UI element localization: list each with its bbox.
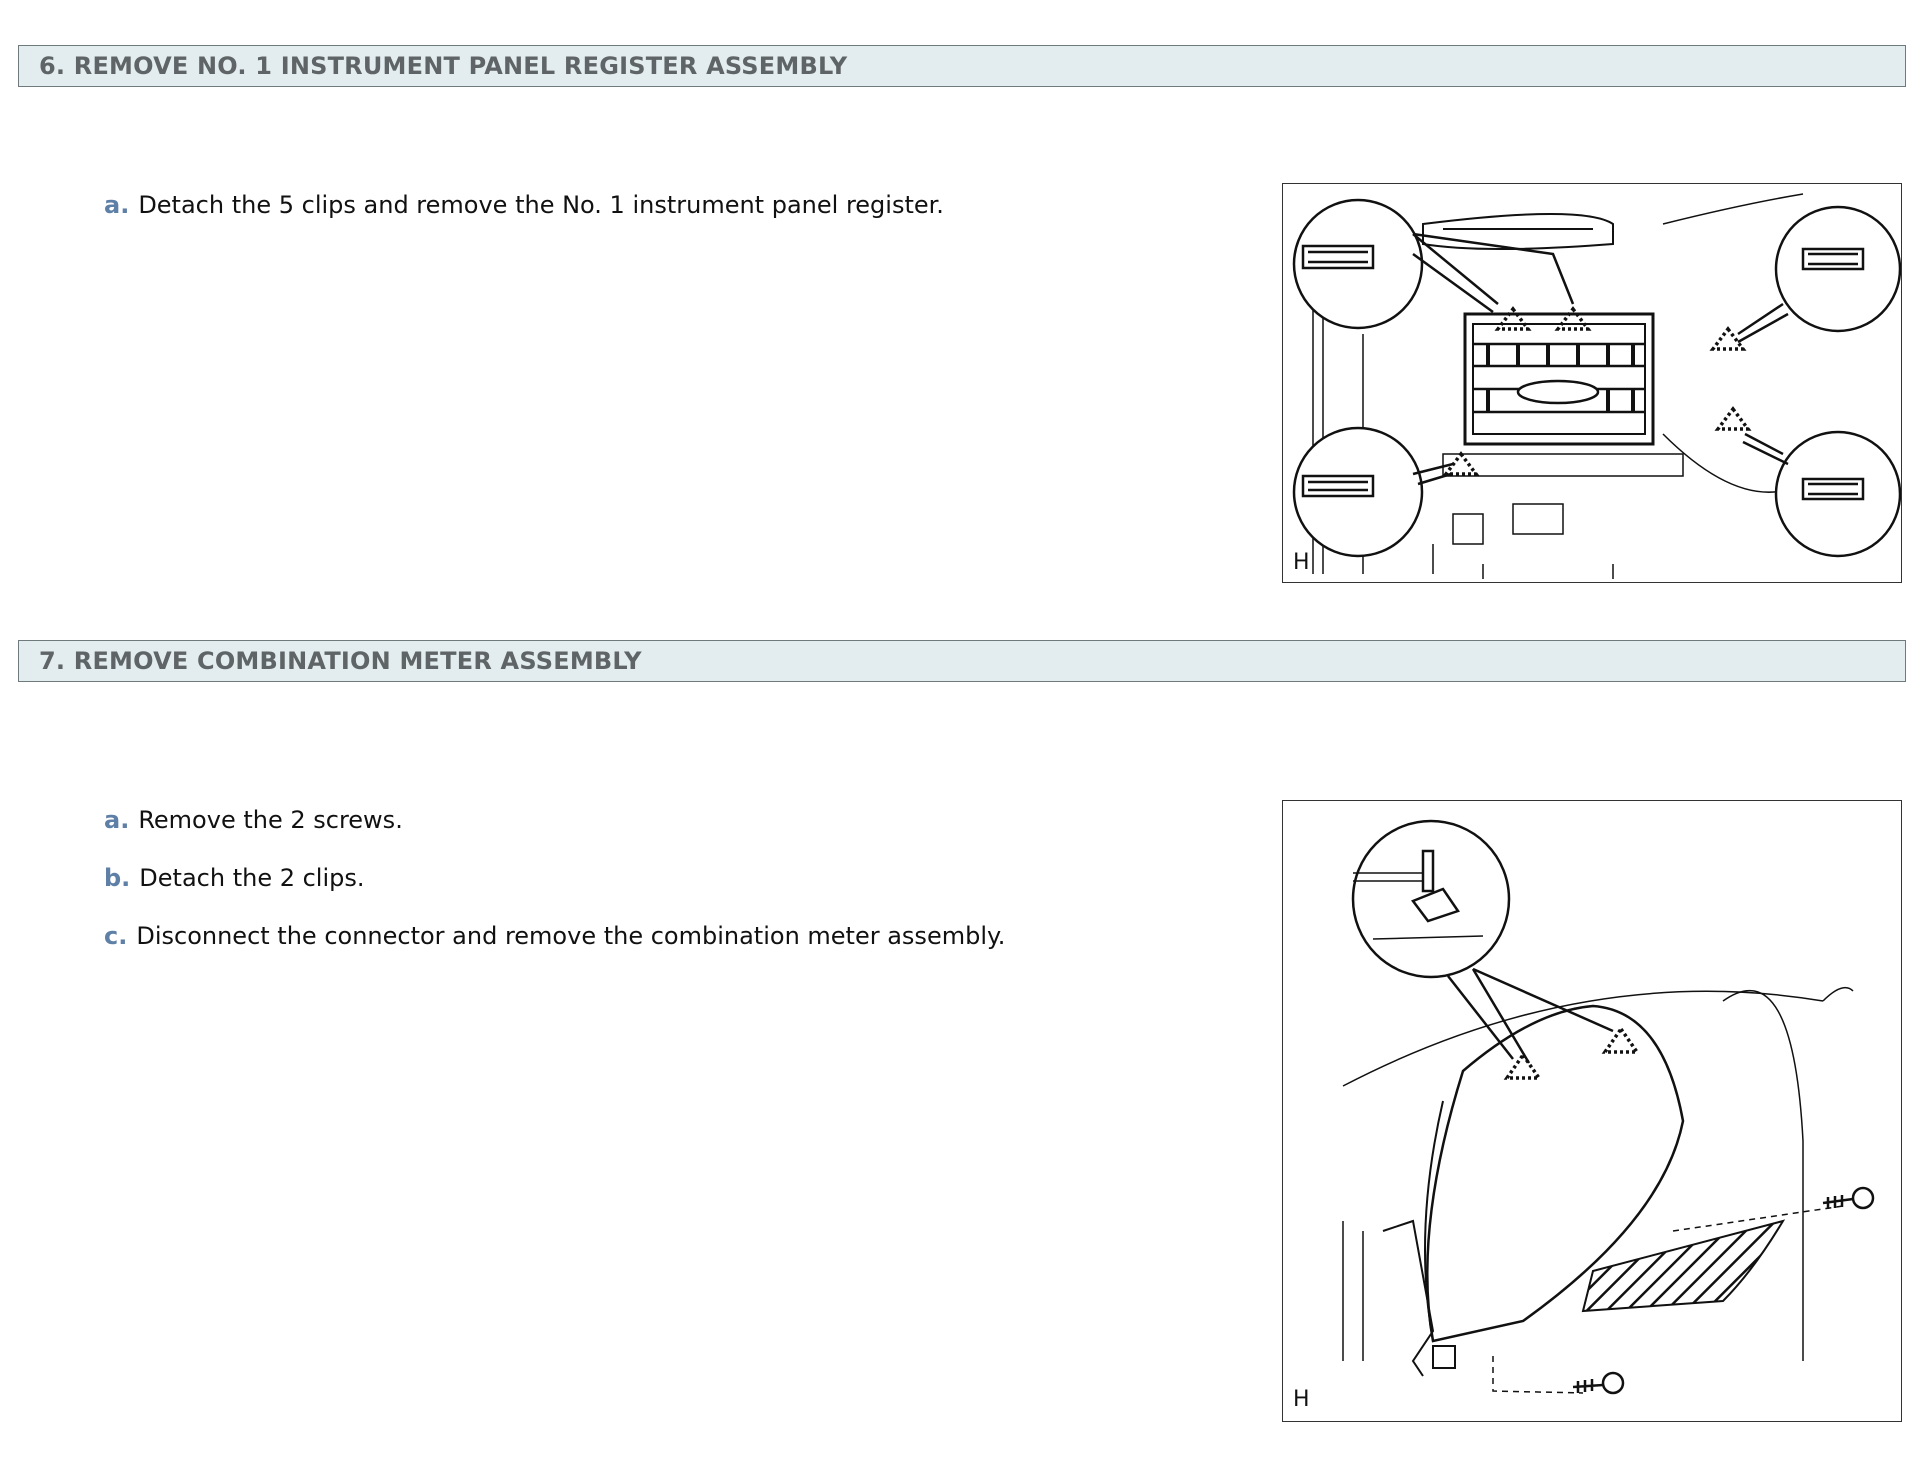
step-7a-label: a. — [104, 806, 130, 834]
step-7c-label: c. — [104, 922, 128, 950]
section-7-header — [18, 640, 1906, 682]
step-7b-label: b. — [104, 864, 131, 892]
step-7b — [104, 863, 1005, 893]
figure-code: H — [1293, 1387, 1310, 1412]
step-7c — [104, 921, 1005, 951]
section-6-steps — [104, 190, 944, 248]
step-6a — [104, 190, 944, 220]
step-7a — [104, 805, 1005, 835]
step-7a-text: Remove the 2 screws. — [138, 806, 403, 834]
section-7-title: 7. REMOVE COMBINATION METER ASSEMBLY — [39, 647, 642, 675]
step-6a-label: a. — [104, 191, 130, 219]
section-6-header — [18, 45, 1906, 87]
figure-code: H — [1293, 550, 1310, 575]
step-6a-text: Detach the 5 clips and remove the No. 1 instrument panel register. — [138, 191, 944, 219]
step-7b-text: Detach the 2 clips. — [139, 864, 365, 892]
section-6-title: 6. REMOVE NO. 1 INSTRUMENT PANEL REGISTER ASSEMBLY — [39, 52, 848, 80]
register-clips-illustration — [1282, 183, 1902, 583]
section-7-steps — [104, 805, 1005, 979]
combination-meter-illustration — [1282, 800, 1902, 1422]
step-7c-text: Disconnect the connector and remove the combination meter assembly. — [136, 922, 1006, 950]
